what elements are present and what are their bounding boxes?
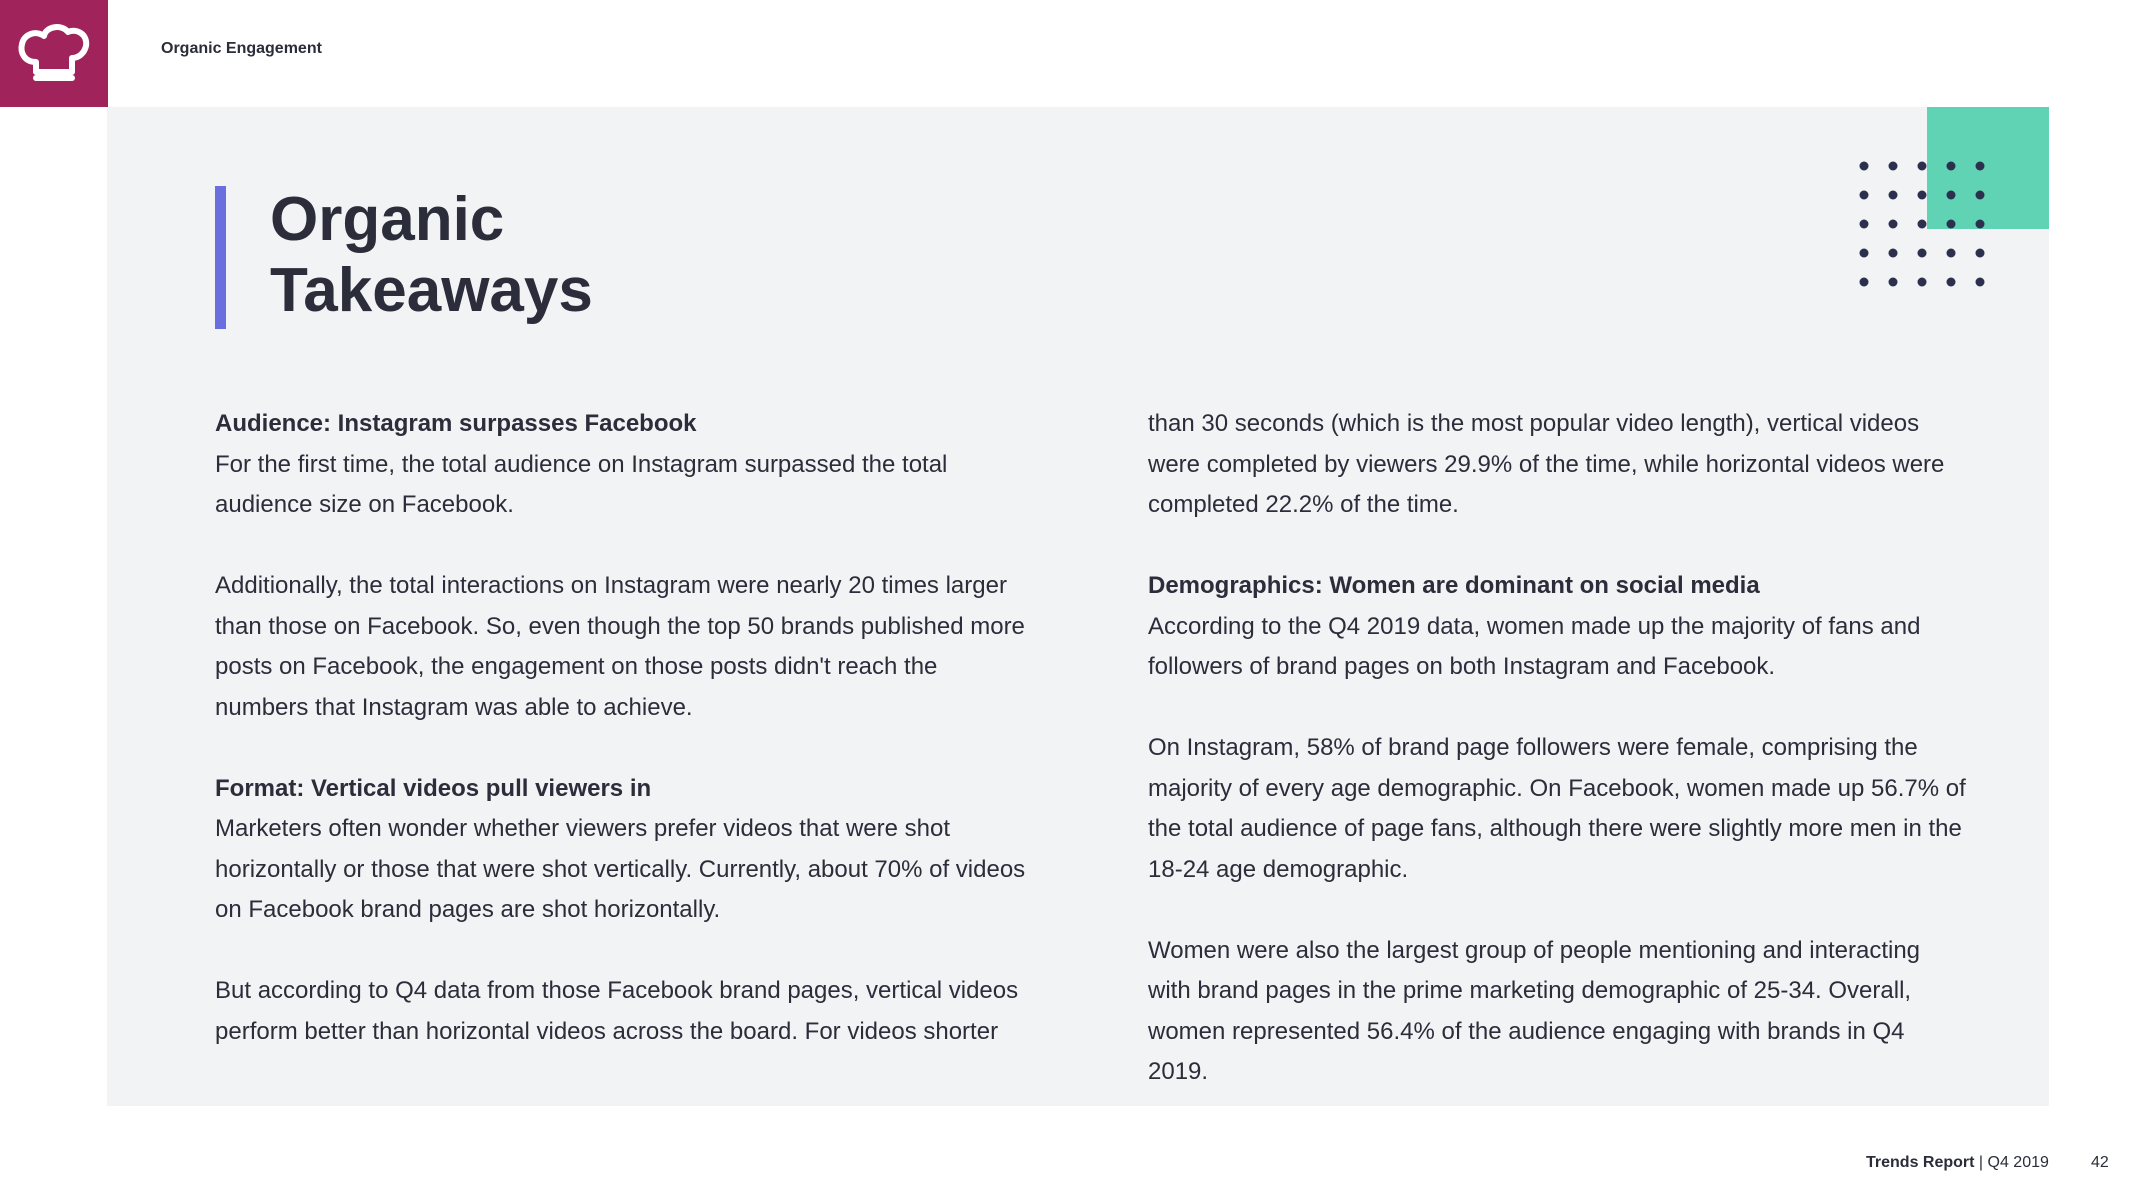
format-text: Marketers often wonder whether viewers prefer videos that were shot horizontally or those that were shot vertically. Currently, about 70% of videos on Facebook brand pages are shot horizontally. <box>215 815 1026 923</box>
report-name: Trends Report <box>1866 1154 1975 1171</box>
format-heading: Format: Vertical videos pull viewers in <box>215 774 652 802</box>
q4-paragraph: But according to Q4 data from those Facebook brand pages, vertical videos perform better than horizontal videos across the board. For videos shorter <box>215 977 1019 1045</box>
instagram-paragraph: On Instagram, 58% of brand page followers were female, comprising the majority of every age demographic. On Facebook, women made up 56.7% of the total audience of page fans, although there were slightly more men in the 18-24 age demographic. <box>1148 734 1966 883</box>
demographics-section <box>1148 566 1968 688</box>
dot-grid-decoration <box>1858 160 1998 290</box>
title-line-1: Organic <box>270 185 505 254</box>
page-title <box>270 184 593 326</box>
page-number: 42 <box>2091 1154 2109 1171</box>
demographics-heading: Demographics: Women are dominant on social media <box>1148 572 1760 599</box>
section-label: Organic Engagement <box>161 40 322 57</box>
format-section <box>215 769 1035 931</box>
video-length-paragraph: than 30 seconds (which is the most popular video length), vertical videos were completed by viewers 29.9% of the time, while horizontal videos were completed 22.2% of the time. <box>1148 410 1945 518</box>
report-period: | Q4 2019 <box>1974 1154 2049 1171</box>
title-accent-bar <box>215 186 226 329</box>
audience-section <box>215 404 1035 526</box>
demographics-text: According to the Q4 2019 data, women made up the majority of fans and followers of brand pages on both Instagram and Facebook. <box>1148 612 1921 680</box>
chef-hat-icon <box>16 22 92 86</box>
interactions-paragraph: Additionally, the total interactions on Instagram were nearly 20 times larger than those on Facebook. So, even though the top 50 brands published more posts on Facebook, the engagement on those posts didn't reach the numbers that Instagram was able to achieve. <box>215 572 1025 721</box>
women-paragraph: Women were also the largest group of people mentioning and interacting with brand pages in the prime marketing demographic of 25-34. Overall, women represented 56.4% of the audience engaging with brands in Q4 2019. <box>1148 936 1921 1085</box>
audience-text: For the first time, the total audience on Instagram surpassed the total audience size on Facebook. <box>215 450 948 518</box>
footer-report <box>1866 1154 2049 1172</box>
left-column <box>215 404 1035 1052</box>
audience-heading: Audience: Instagram surpasses Facebook <box>215 410 697 437</box>
brand-logo <box>0 0 108 107</box>
title-line-2: Takeaways <box>270 256 593 325</box>
right-column <box>1148 404 1968 1093</box>
